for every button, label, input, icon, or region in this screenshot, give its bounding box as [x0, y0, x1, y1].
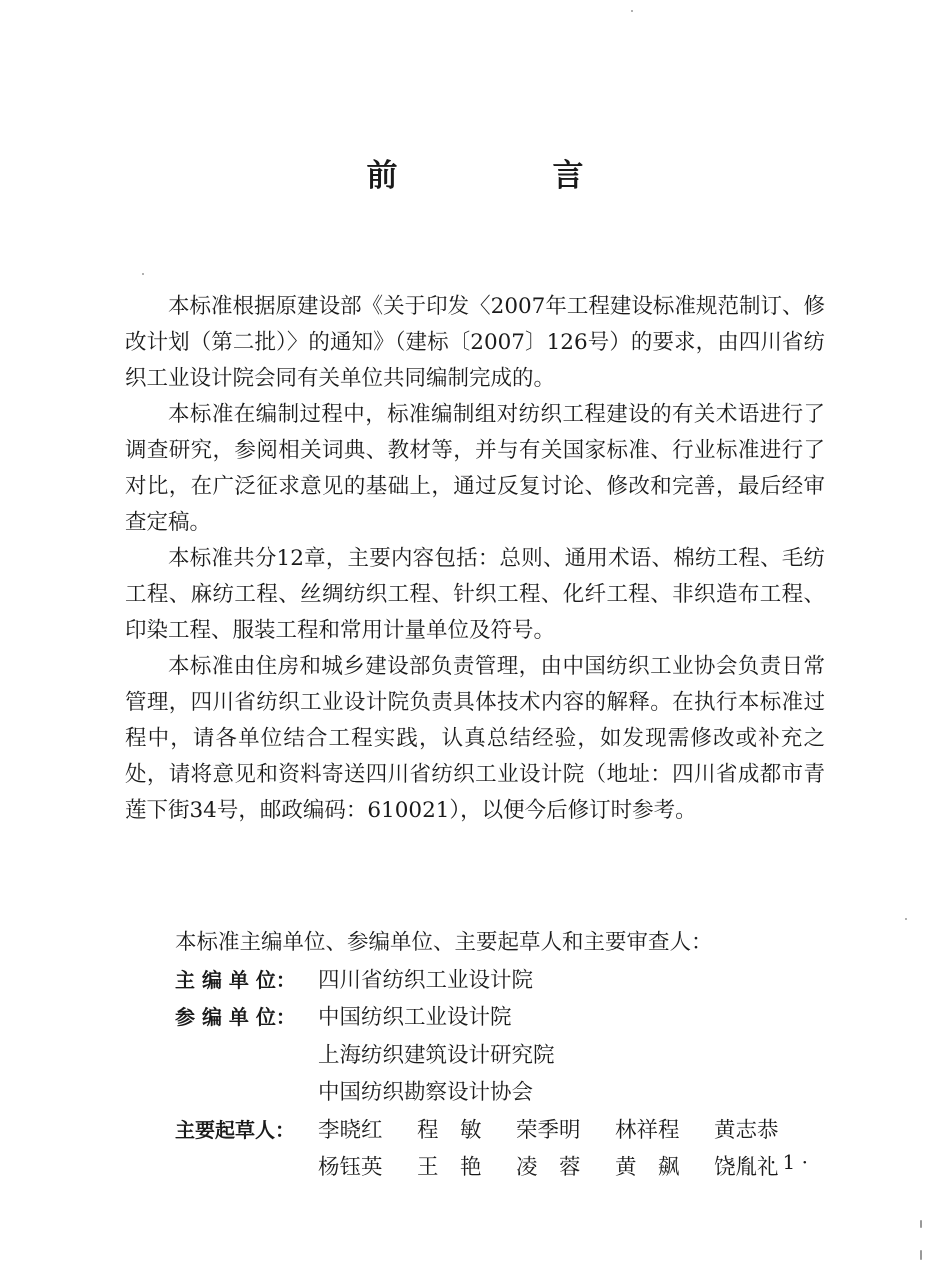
page-title: 前 言	[366, 158, 646, 194]
preface-body	[125, 289, 825, 829]
participating-unit: 中国纺织勘察设计协会	[318, 1080, 534, 1105]
chief-unit-value: 四川省纺织工业设计院	[318, 967, 534, 993]
paragraph-3: 本标准共分12章，主要内容包括：总则、通用术语、棉纺工程、毛纺工程、麻纺工程、丝绸纺织工程、针织工程、化纤工程、非织造布工程、印染工程、服装工程和常用计量单位及符号。	[125, 546, 825, 643]
scan-speck	[920, 1250, 922, 1260]
paragraph-4: 本标准由住房和城乡建设部负责管理，由中国纺织工业协会负责日常管理，四川省纺织工业设计院负责具体技术内容的解释。在执行本标准过程中，请各单位结合工程实践，认真总结经验，如发现需修改或补充之处，请将意见和资料寄送四川省纺织工业设计院（地址：四川省成都市青莲下街34号，邮政编码：610021），以便今后修订时参考。	[125, 654, 825, 823]
credits-intro: 本标准主编单位、参编单位、主要起草人和主要审查人：	[175, 930, 713, 955]
participating-unit: 中国纺织工业设计院	[318, 1005, 512, 1030]
drafter-name: 杨钰英	[318, 1155, 383, 1180]
participating-units-label: 参 编 单 位：	[175, 1005, 296, 1029]
scan-speck	[142, 273, 144, 275]
chief-unit-row	[175, 962, 825, 1000]
drafter-name: 黄志恭	[714, 1117, 779, 1143]
page-number: · 1 ·	[769, 1150, 808, 1174]
drafters-row	[175, 1112, 825, 1187]
drafter-name: 黄 飙	[615, 1155, 680, 1180]
drafter-name: 林祥程	[615, 1117, 680, 1143]
drafter-name: 凌 蓉	[516, 1155, 581, 1180]
drafter-name: 荣季明	[516, 1117, 581, 1143]
drafter-name: 程 敏	[417, 1117, 482, 1143]
drafter-name: 王 艳	[417, 1155, 482, 1180]
participating-unit: 上海纺织建筑设计研究院	[318, 1042, 555, 1068]
chief-unit-label: 主 编 单 位：	[175, 967, 296, 992]
paragraph-1: 本标准根据原建设部《关于印发〈2007年工程建设标准规范制订、修改计划（第二批）〉的通知》（建标〔2007〕126号）的要求，由四川省纺织工业设计院会同有关单位共同编制完成的。	[125, 294, 825, 391]
paragraph-2: 本标准在编制过程中，标准编制组对纺织工程建设的有关术语进行了调查研究，参阅相关词典、教材等，并与有关国家标准、行业标准进行了对比，在广泛征求意见的基础上，通过反复讨论、修改和完善，最后经审查定稿。	[125, 402, 825, 535]
drafters-label: 主要起草人：	[175, 1117, 295, 1142]
credits-section	[175, 924, 825, 1187]
participating-units-row	[175, 999, 825, 1112]
drafter-name: 李晓红	[318, 1117, 383, 1143]
scan-speck	[920, 1220, 922, 1228]
drafter-name: 饶胤礼	[714, 1155, 779, 1180]
scan-speck	[631, 10, 633, 12]
drafters-names	[318, 1112, 825, 1187]
scan-speck	[905, 918, 907, 920]
